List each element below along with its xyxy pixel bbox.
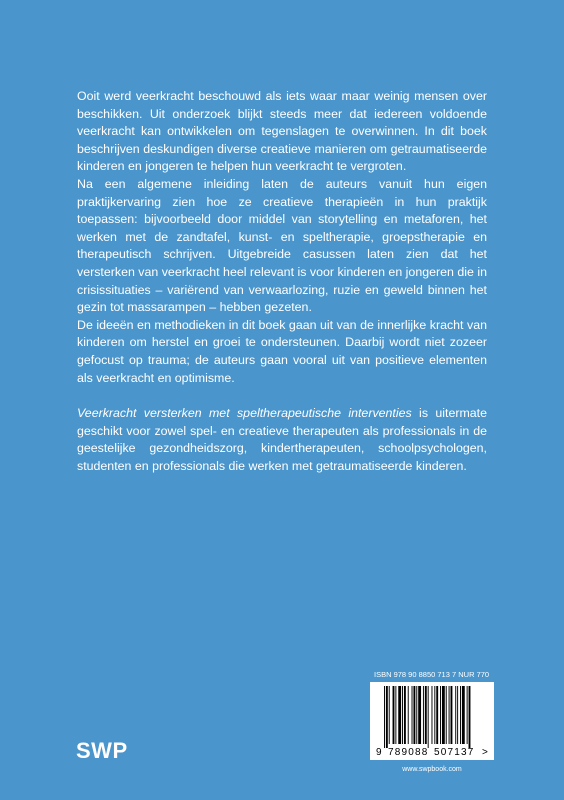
barcode-digit-tail: > bbox=[482, 747, 488, 758]
paragraph-methods: De ideeën en methodieken in dit boek gaan uit van de innerlijke kracht van kinderen om herstel en groei te ondersteunen. Daarbij wordt niet zozeer gefocust op trauma; de auteurs gaan vooral uit van positieve elementen als veerkracht en optimisme. bbox=[77, 317, 487, 385]
barcode-bar bbox=[423, 686, 424, 744]
paragraph-audience bbox=[77, 405, 487, 475]
paragraph-intro: Ooit werd veerkracht beschouwd als iets waar maar weinig mensen over beschikken. Uit onderzoek blijkt steeds meer dat iedereen voldoende veerkracht kan ontwikkelen om tegenslagen te overwinnen. In dit boek beschrijven deskundigen diverse creatieve manieren om getraumatiseerde kinderen en jongeren te helpen hun veerkracht te vergroten. bbox=[77, 89, 487, 174]
barcode-bar bbox=[408, 686, 409, 744]
barcode-bar bbox=[386, 686, 388, 748]
barcode-bar bbox=[418, 686, 421, 744]
barcode-digits-group1: 789088 bbox=[388, 747, 429, 758]
barcode-graphic bbox=[370, 682, 494, 760]
barcode-bar bbox=[440, 686, 441, 744]
barcode-bar bbox=[425, 686, 427, 744]
audience-text: is uitermate geschikt voor zowel spel- en creatieve therapeuten als professionals in de geestelijke gezondheidszorg, kindertherapeuten, schoolpsychologen, studenten en professionals die werken met getraumatiseerde kinderen. bbox=[77, 406, 488, 473]
barcode-bar bbox=[460, 686, 461, 744]
barcode-bar bbox=[398, 686, 401, 744]
barcode-bar bbox=[436, 686, 438, 744]
barcode-bar bbox=[404, 686, 406, 744]
barcode-digits-group2: 507137 bbox=[434, 747, 475, 758]
barcode-bar bbox=[428, 686, 429, 748]
barcode-bar bbox=[446, 686, 447, 744]
barcode-bar bbox=[393, 686, 395, 744]
barcode-bar bbox=[384, 686, 385, 748]
barcode-bar bbox=[449, 686, 450, 744]
paragraph-content: Na een algemene inleiding laten de auteurs vanuit hun eigen praktijkervaring zien hoe ze creatieve therapieën in hun praktijk toepassen: bijvoorbeeld door middel van storytelling en metaforen, het werken met de zandtafel, kunst- en speltherapie, groepstherapie en therapeutisch schrijven. Uitgebreide casussen laten zien dat het versterken van veerkracht heel relevant is voor kinderen en jongeren die in crisissituaties – variërend van verwaarlozing, ruzie en geweld binnen het gezin tot massarampen – hebben gezeten. bbox=[77, 176, 487, 315]
barcode-bar bbox=[413, 686, 415, 744]
barcode-bar bbox=[462, 686, 465, 744]
barcode-bar bbox=[412, 686, 413, 744]
barcode bbox=[370, 682, 494, 760]
isbn-line: ISBN 978 90 8850 713 7 NUR 770 bbox=[374, 670, 490, 679]
barcode-bar bbox=[389, 686, 390, 744]
publisher-logo: SWP bbox=[76, 738, 128, 763]
barcode-bar bbox=[457, 686, 458, 744]
back-cover-text bbox=[77, 88, 487, 475]
barcode-bar bbox=[402, 686, 403, 744]
barcode-bar bbox=[416, 686, 417, 744]
publisher-url: www.swpbook.com bbox=[402, 766, 462, 773]
barcode-bar bbox=[467, 686, 468, 744]
barcode-bar bbox=[469, 686, 471, 748]
barcode-bar bbox=[451, 686, 453, 744]
barcode-digit-lead: 9 bbox=[376, 747, 382, 758]
barcode-bar bbox=[395, 686, 396, 744]
barcode-bar bbox=[442, 686, 445, 744]
barcode-bar bbox=[432, 686, 433, 744]
barcode-bar bbox=[434, 686, 435, 744]
book-title: Veerkracht versterken met speltherapeutische interventies bbox=[77, 406, 412, 421]
barcode-bar bbox=[455, 686, 456, 744]
